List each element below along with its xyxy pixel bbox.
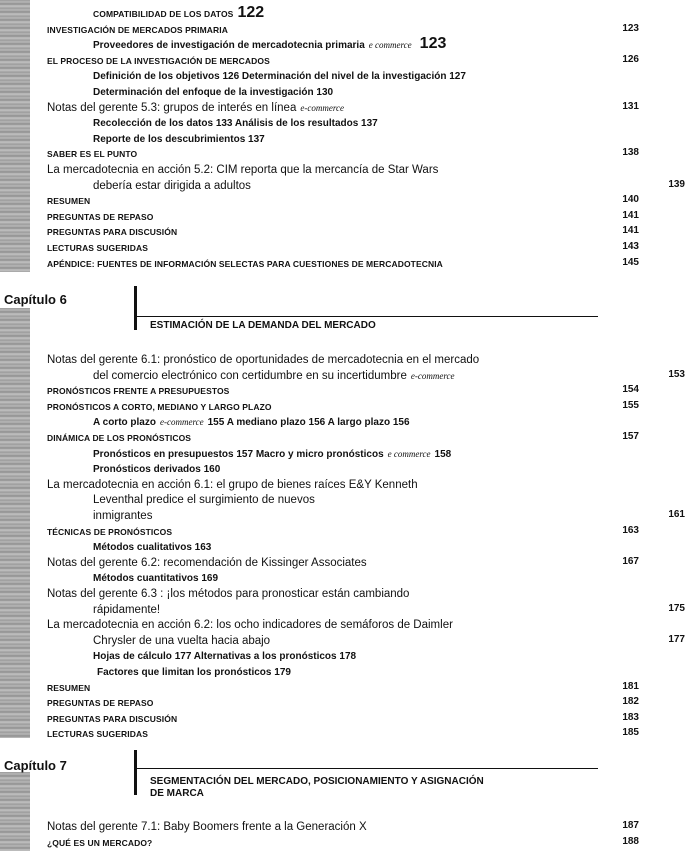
chapter-7-label: Capítulo 7: [4, 758, 67, 773]
toc-entry-text: Proveedores de investigación de mercadotecnia primaria: [93, 40, 365, 52]
toc-entry[interactable]: [0, 617, 647, 630]
toc-entry-text: RESUMEN: [47, 196, 91, 207]
page-number: 161: [668, 509, 685, 520]
toc-entry[interactable]: [0, 53, 647, 66]
toc-entry-text: COMPATIBILIDAD DE LOS DATOS: [93, 9, 234, 19]
toc-entry[interactable]: [0, 224, 647, 237]
toc-entry[interactable]: [0, 819, 647, 832]
toc-entry[interactable]: [0, 446, 693, 459]
toc-entry[interactable]: [0, 586, 647, 599]
ecommerce-tag: e commerce: [387, 448, 431, 459]
toc-entry[interactable]: [0, 100, 647, 113]
toc-entry-text: INVESTIGACIÓN DE MERCADOS PRIMARIA: [47, 24, 228, 35]
chapter-7-title-line1: SEGMENTACIÓN DEL MERCADO, POSICIONAMIENTO Y ASIGNACIÓN: [150, 776, 484, 787]
toc-entry[interactable]: [0, 162, 647, 175]
toc-entry[interactable]: [0, 68, 693, 81]
toc-entry[interactable]: [0, 492, 693, 505]
page-number: 185: [622, 727, 639, 739]
toc-entry-text: PREGUNTAS PARA DISCUSIÓN: [47, 227, 178, 238]
chapter-6-label: Capítulo 6: [4, 292, 67, 307]
page-number: 143: [622, 241, 639, 252]
page-number: 131: [622, 100, 639, 112]
toc-entry-text: PRONÓSTICOS FRENTE A PRESUPUESTOS: [47, 386, 230, 397]
toc-entry[interactable]: [0, 131, 693, 144]
toc-entry[interactable]: [0, 414, 693, 427]
toc-entry[interactable]: [0, 22, 647, 35]
page-number: 177: [668, 633, 685, 645]
toc-entry[interactable]: [0, 539, 693, 552]
ecommerce-tag: e-commerce: [300, 102, 344, 113]
page-number: 187: [622, 820, 639, 831]
toc-entry-text: EL PROCESO DE LA INVESTIGACIÓN DE MERCADOS: [47, 55, 270, 66]
toc-entry-text: La mercadotecnia en acción 6.2: los ocho indicadores de semáforos de Daimler: [47, 619, 453, 632]
page-number: 167: [622, 555, 639, 567]
toc-entry[interactable]: [0, 256, 647, 269]
page-number: 188: [622, 835, 639, 847]
toc-entry[interactable]: [0, 680, 647, 693]
toc-entry-text: del comercio electrónico con certidumbre en su incertidumbre: [93, 369, 407, 382]
toc-entry-text: PREGUNTAS DE REPASO: [47, 698, 154, 709]
toc-entry[interactable]: [0, 352, 647, 365]
toc-entry-text: Pronósticos en presupuestos 157 Macro y micro pronósticos: [93, 448, 384, 460]
toc-entry-text: Notas del gerente 6.1: pronóstico de oportunidades de mercadotecnia en el mercado: [47, 354, 480, 366]
toc-entry-text: Recolección de los datos 133 Análisis de los resultados 137: [93, 118, 378, 130]
page-number: 183: [622, 711, 639, 723]
toc-entry-text: LECTURAS SUGERIDAS: [47, 729, 148, 740]
page-number: 154: [622, 384, 639, 396]
toc-entry-text: PREGUNTAS PARA DISCUSIÓN: [47, 713, 178, 724]
toc-entry-text: Hojas de cálculo 177 Alternativas a los pronósticos 178: [93, 651, 357, 663]
toc-entry[interactable]: [0, 430, 647, 443]
toc-entry-text: Factores que limitan los pronósticos 179: [97, 667, 291, 678]
toc-entry-text: RESUMEN: [47, 682, 91, 693]
toc-entry[interactable]: [0, 835, 647, 848]
page-number: 139: [668, 178, 685, 190]
page-number: 145: [622, 256, 639, 268]
toc-entry-text: DINÁMICA DE LOS PRONÓSTICOS: [47, 433, 192, 443]
toc-entry[interactable]: [0, 570, 693, 583]
page-number: 182: [622, 696, 639, 708]
page-number: 122: [237, 4, 265, 21]
toc-entry-text: rápidamente!: [93, 603, 161, 616]
toc-entry[interactable]: [0, 399, 647, 412]
toc-entry-text: Leventhal predice el surgimiento de nuevos: [93, 494, 315, 507]
toc-entry[interactable]: [0, 648, 693, 661]
page-number: 141: [622, 209, 639, 221]
toc-entry[interactable]: [0, 726, 647, 739]
chapter-6-divider: [134, 286, 137, 330]
toc-entry[interactable]: [0, 477, 647, 490]
toc-entry-text: APÉNDICE: FUENTES DE INFORMACIÓN SELECTAS PARA CUESTIONES DE MERCADOTECNIA: [47, 258, 443, 269]
toc-entry-text: Reporte de los descubrimientos 137: [93, 133, 265, 145]
toc-entry-text: Notas del gerente 5.3: grupos de interés en línea: [47, 101, 297, 114]
ecommerce-tag: e commerce: [368, 40, 412, 51]
toc-entry-text: A corto plazo: [93, 417, 156, 429]
toc-entry-text: La mercadotecnia en acción 6.1: el grupo de bienes raíces E&Y Kenneth: [47, 478, 418, 491]
toc-entry[interactable]: [0, 193, 647, 206]
toc-entry-text: SABER ES EL PUNTO: [47, 149, 138, 160]
toc-entry-text: La mercadotecnia en acción 5.2: CIM reporta que la mercancía de Star Wars: [47, 164, 439, 176]
page-number: 175: [668, 602, 685, 614]
toc-entry-text: inmigrantes: [93, 510, 153, 522]
chapter-6-title: ESTIMACIÓN DE LA DEMANDA DEL MERCADO: [150, 320, 376, 331]
toc-entry[interactable]: [0, 84, 693, 97]
toc-entry[interactable]: [0, 461, 693, 474]
toc-entry-text: PREGUNTAS DE REPASO: [47, 211, 154, 222]
toc-entry-text: TÉCNICAS DE PRONÓSTICOS: [47, 526, 173, 537]
toc-entry[interactable]: [0, 209, 647, 222]
toc-entry[interactable]: [0, 602, 693, 615]
toc-entry[interactable]: [0, 146, 647, 159]
toc-entry[interactable]: [0, 555, 647, 568]
chapter-7-title: [150, 776, 484, 800]
page-number: 181: [622, 680, 639, 692]
chapter-7-title-line2: DE MARCA: [150, 788, 204, 799]
toc-entry-text: Notas del gerente 7.1: Baby Boomers frente a la Generación X: [47, 821, 367, 833]
toc-entry-text: PRONÓSTICOS A CORTO, MEDIANO Y LARGO PLAZO: [47, 401, 272, 412]
chapter-7-rule: [136, 768, 598, 769]
ecommerce-tag: e-commerce: [159, 417, 204, 428]
toc-entry[interactable]: [0, 633, 693, 646]
toc-entry-text: Determinación del enfoque de la investigación 130: [93, 87, 334, 98]
toc-entry[interactable]: [0, 383, 647, 396]
toc-entry[interactable]: [0, 711, 647, 724]
page-number: 140: [622, 194, 639, 206]
page-number: 157: [622, 431, 639, 442]
toc-entry-text: Métodos cualitativos 163: [93, 542, 212, 554]
page-number: 123: [622, 22, 639, 34]
toc-entry-tail: 158: [434, 448, 452, 460]
toc-entry-text: Notas del gerente 6.2: recomendación de Kissinger Associates: [47, 556, 367, 569]
toc-entry[interactable]: [0, 368, 693, 381]
page-number: 155: [622, 399, 639, 411]
toc-entry-text: debería estar dirigida a adultos: [93, 179, 251, 192]
toc-entry[interactable]: [0, 240, 647, 253]
page-number: 123: [419, 35, 447, 53]
toc-entry-text: LECTURAS SUGERIDAS: [47, 243, 148, 253]
page-number: 138: [622, 147, 639, 159]
page-number: 126: [622, 53, 639, 65]
toc-entry[interactable]: [0, 6, 693, 19]
chapter-7-divider: [134, 750, 137, 795]
ecommerce-tag: e-commerce: [410, 370, 455, 381]
toc-entry-text: Chrysler de una vuelta hacia abajo: [93, 634, 271, 647]
page-number: 153: [668, 368, 685, 380]
toc-entry[interactable]: [0, 115, 693, 128]
toc-entry-text: ¿QUÉ ES UN MERCADO?: [47, 837, 153, 848]
page-number: 163: [622, 524, 639, 536]
toc-entry[interactable]: [0, 508, 693, 521]
toc-entry[interactable]: [0, 664, 697, 677]
toc-entry-text: Métodos cuantitativos 169: [93, 573, 219, 585]
chapter-6-rule: [136, 316, 598, 317]
toc-entry[interactable]: [0, 695, 647, 708]
toc-entry[interactable]: [0, 178, 693, 191]
toc-entry-text: Notas del gerente 6.3 : ¡los métodos para pronosticar están cambiando: [47, 588, 410, 600]
toc-entry[interactable]: [0, 524, 647, 537]
toc-entry-tail: 155 A mediano plazo 156 A largo plazo 156: [207, 417, 410, 429]
toc-entry-text: Definición de los objetivos 126 Determinación del nivel de la investigación 127: [93, 71, 466, 83]
toc-entry-text: Pronósticos derivados 160: [93, 464, 221, 476]
page-number: 141: [622, 225, 639, 237]
toc-entry[interactable]: [0, 35, 693, 53]
